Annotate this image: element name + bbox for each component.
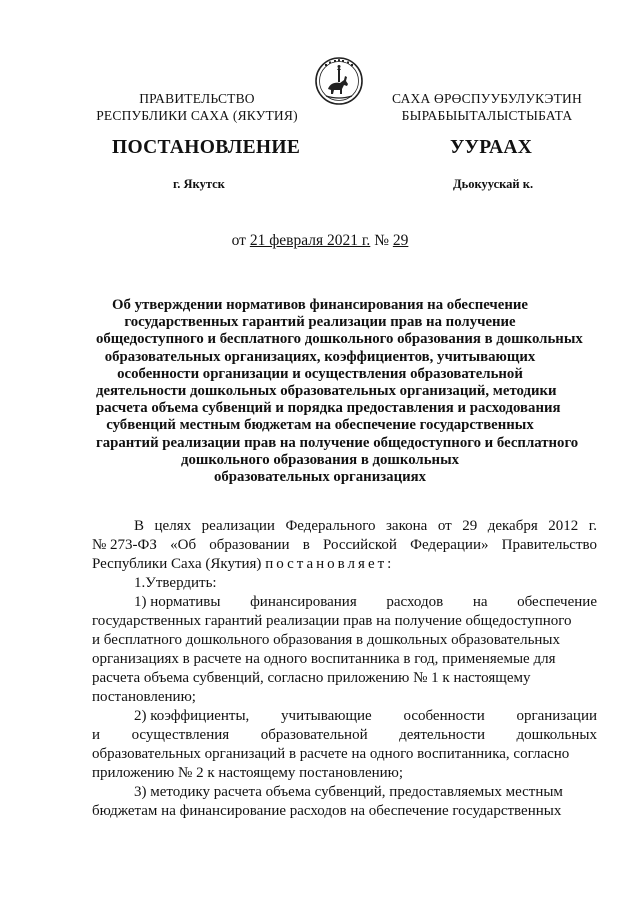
item-2-line <box>92 726 597 745</box>
body-text: Республики Саха (Якутия) <box>92 556 262 572</box>
word: на <box>472 594 488 610</box>
title-line: субвенций местным бюджетам на обеспечение государственных <box>106 417 534 434</box>
document-date: 21 февраля 2021 г. <box>249 232 371 249</box>
word: обеспечение <box>517 594 597 610</box>
word: 1) нормативы <box>134 594 221 610</box>
document-body <box>92 517 597 821</box>
item-1-line <box>92 593 597 612</box>
number-sign: № <box>374 232 389 249</box>
word: учитывающие <box>281 708 372 724</box>
word: дошкольных <box>516 727 597 743</box>
document-number: 29 <box>392 232 409 249</box>
city-ru: г. Якутск <box>173 177 225 191</box>
doc-type-sakha: УУРААХ <box>450 137 533 158</box>
word: целях <box>154 518 192 534</box>
body-line <box>92 555 597 574</box>
sakha-coat-of-arms-icon <box>314 56 364 106</box>
government-name-sakha <box>382 90 592 124</box>
org-line: ПРАВИТЕЛЬСТВО <box>139 91 255 106</box>
org-line: БЫРАБЫЫТАЛЫСТЫБАТА <box>401 108 573 123</box>
org-line: САХА ӨРӨСПУУБУЛУКЭТИН <box>392 91 582 106</box>
document-date-number <box>0 232 640 250</box>
item-1-line: государственных гарантий реализации прав на получение общедоступного <box>92 613 572 629</box>
word: реализации <box>201 518 275 534</box>
city-sakha: Дьокуускай к. <box>453 177 534 191</box>
item-3-line: бюджетам на финансирование расходов на обеспечение государственных <box>92 803 562 819</box>
word: декабря <box>487 518 538 534</box>
word: осуществления <box>131 727 230 743</box>
approve-line: 1.Утвердить: <box>134 575 217 591</box>
word: финансирования <box>250 594 357 610</box>
word: особенности <box>403 708 485 724</box>
title-line: Об утверждении нормативов финансирования на обеспечение <box>112 297 528 313</box>
government-name-ru <box>92 90 302 124</box>
word: и <box>92 727 101 743</box>
title-line: особенности организации и осуществления образовательной <box>117 365 523 382</box>
word: деятельности <box>399 727 485 743</box>
word: закона <box>386 518 428 534</box>
word: г. <box>588 518 597 534</box>
date-prefix: от <box>231 232 246 249</box>
word: Правительство <box>501 537 597 553</box>
title-line: образовательных организациях, коэффициентов, учитывающих <box>104 348 536 365</box>
word: образовательной <box>260 727 368 743</box>
title-line: общедоступного и бесплатного дошкольного образования в дошкольных <box>96 331 583 348</box>
body-line <box>92 536 597 555</box>
document-title <box>96 297 583 486</box>
word: 2012 <box>548 518 579 534</box>
word: № 273-ФЗ <box>92 537 157 553</box>
item-2-line: приложению № 2 к настоящему постановлению; <box>92 765 404 781</box>
org-line: РЕСПУБЛИКИ САХА (ЯКУТИЯ) <box>96 108 298 123</box>
title-line: деятельности дошкольных образовательных организаций, методики <box>96 383 557 400</box>
item-1-line: расчета объема субвенций, согласно приложению № 1 к настоящему <box>92 670 531 686</box>
word: в <box>302 537 310 553</box>
word: Российской <box>323 537 397 553</box>
title-line: расчета объема субвенций и порядка предоставления и расходования <box>96 400 561 417</box>
item-1-line: постановлению; <box>92 689 196 705</box>
resolution-word: постановляет: <box>265 556 395 572</box>
word: 2) коэффициенты, <box>134 708 250 724</box>
title-line: образовательных организациях <box>213 469 427 486</box>
item-2-line <box>92 707 597 726</box>
word: от <box>437 518 452 534</box>
word: 29 <box>462 518 478 534</box>
word: расходов <box>386 594 444 610</box>
title-line: государственных гарантий реализации прав на получение <box>124 314 516 331</box>
word: Федерального <box>285 518 376 534</box>
word: организации <box>516 708 597 724</box>
title-line: дошкольного образования в дошкольных <box>180 451 460 468</box>
word: образовании <box>209 537 290 553</box>
word: «Об <box>170 537 197 553</box>
item-3-line: 3) методику расчета объема субвенций, предоставляемых местным <box>134 784 563 800</box>
item-2-line: образовательных организаций в расчете на одного воспитанника, согласно <box>92 746 570 762</box>
title-line: гарантий реализации прав на получение общедоступного и бесплатного <box>96 434 579 451</box>
item-1-line: организациях в расчете на одного воспитанника в год, применяемые для <box>92 651 556 667</box>
body-line <box>92 517 597 536</box>
doc-type-ru: ПОСТАНОВЛЕНИЕ <box>112 137 301 158</box>
word: Федерации» <box>410 537 489 553</box>
item-1-line: и бесплатного дошкольного образования в дошкольных образовательных <box>92 632 561 648</box>
word: В <box>134 518 145 534</box>
